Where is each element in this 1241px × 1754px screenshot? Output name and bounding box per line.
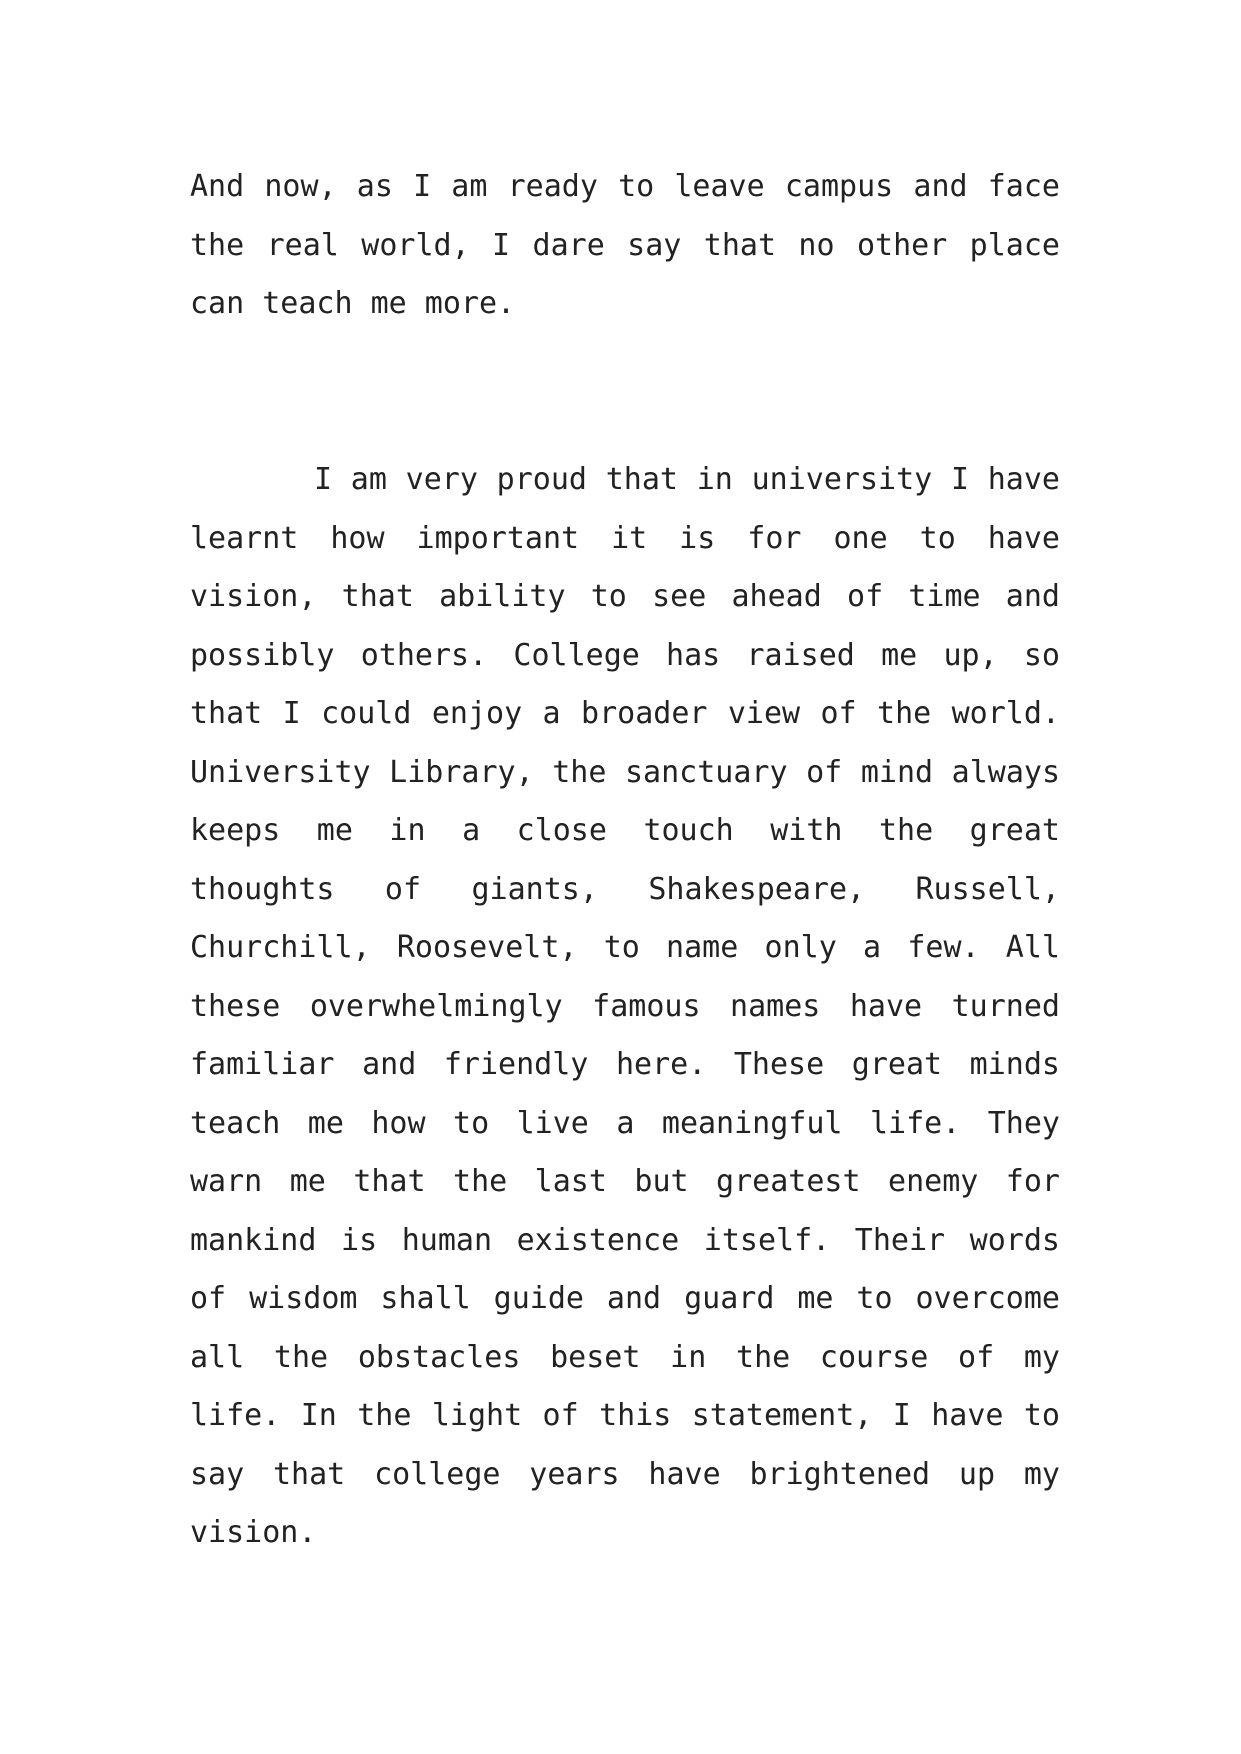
paragraph-leaving-campus: And now, as I am ready to leave campus and face the real world, I dare say that no other place can teach me more. xyxy=(190,169,1060,321)
paragraph-vision: I am very proud that in university I have learnt how important it is for one to have vision, that ability to see ahead of time and possibly others. College has raised me up, so that I could enjoy a broader view of the world. University Library, the sanctuary of mind always keeps me in a close touch with the great thoughts of giants, Shakespeare, Russell, Churchill, Roosevelt, to name only a few. All these overwhelmingly famous names have turned familiar and friendly here. These great minds teach me how to live a meaningful life. They warn me that the last but greatest enemy for mankind is human existence itself. Their words of wisdom shall guide and guard me to overcome all the obstacles beset in the course of my life. In the light of this statement, I have to say that college years have brightened up my vision. xyxy=(190,462,1060,1550)
